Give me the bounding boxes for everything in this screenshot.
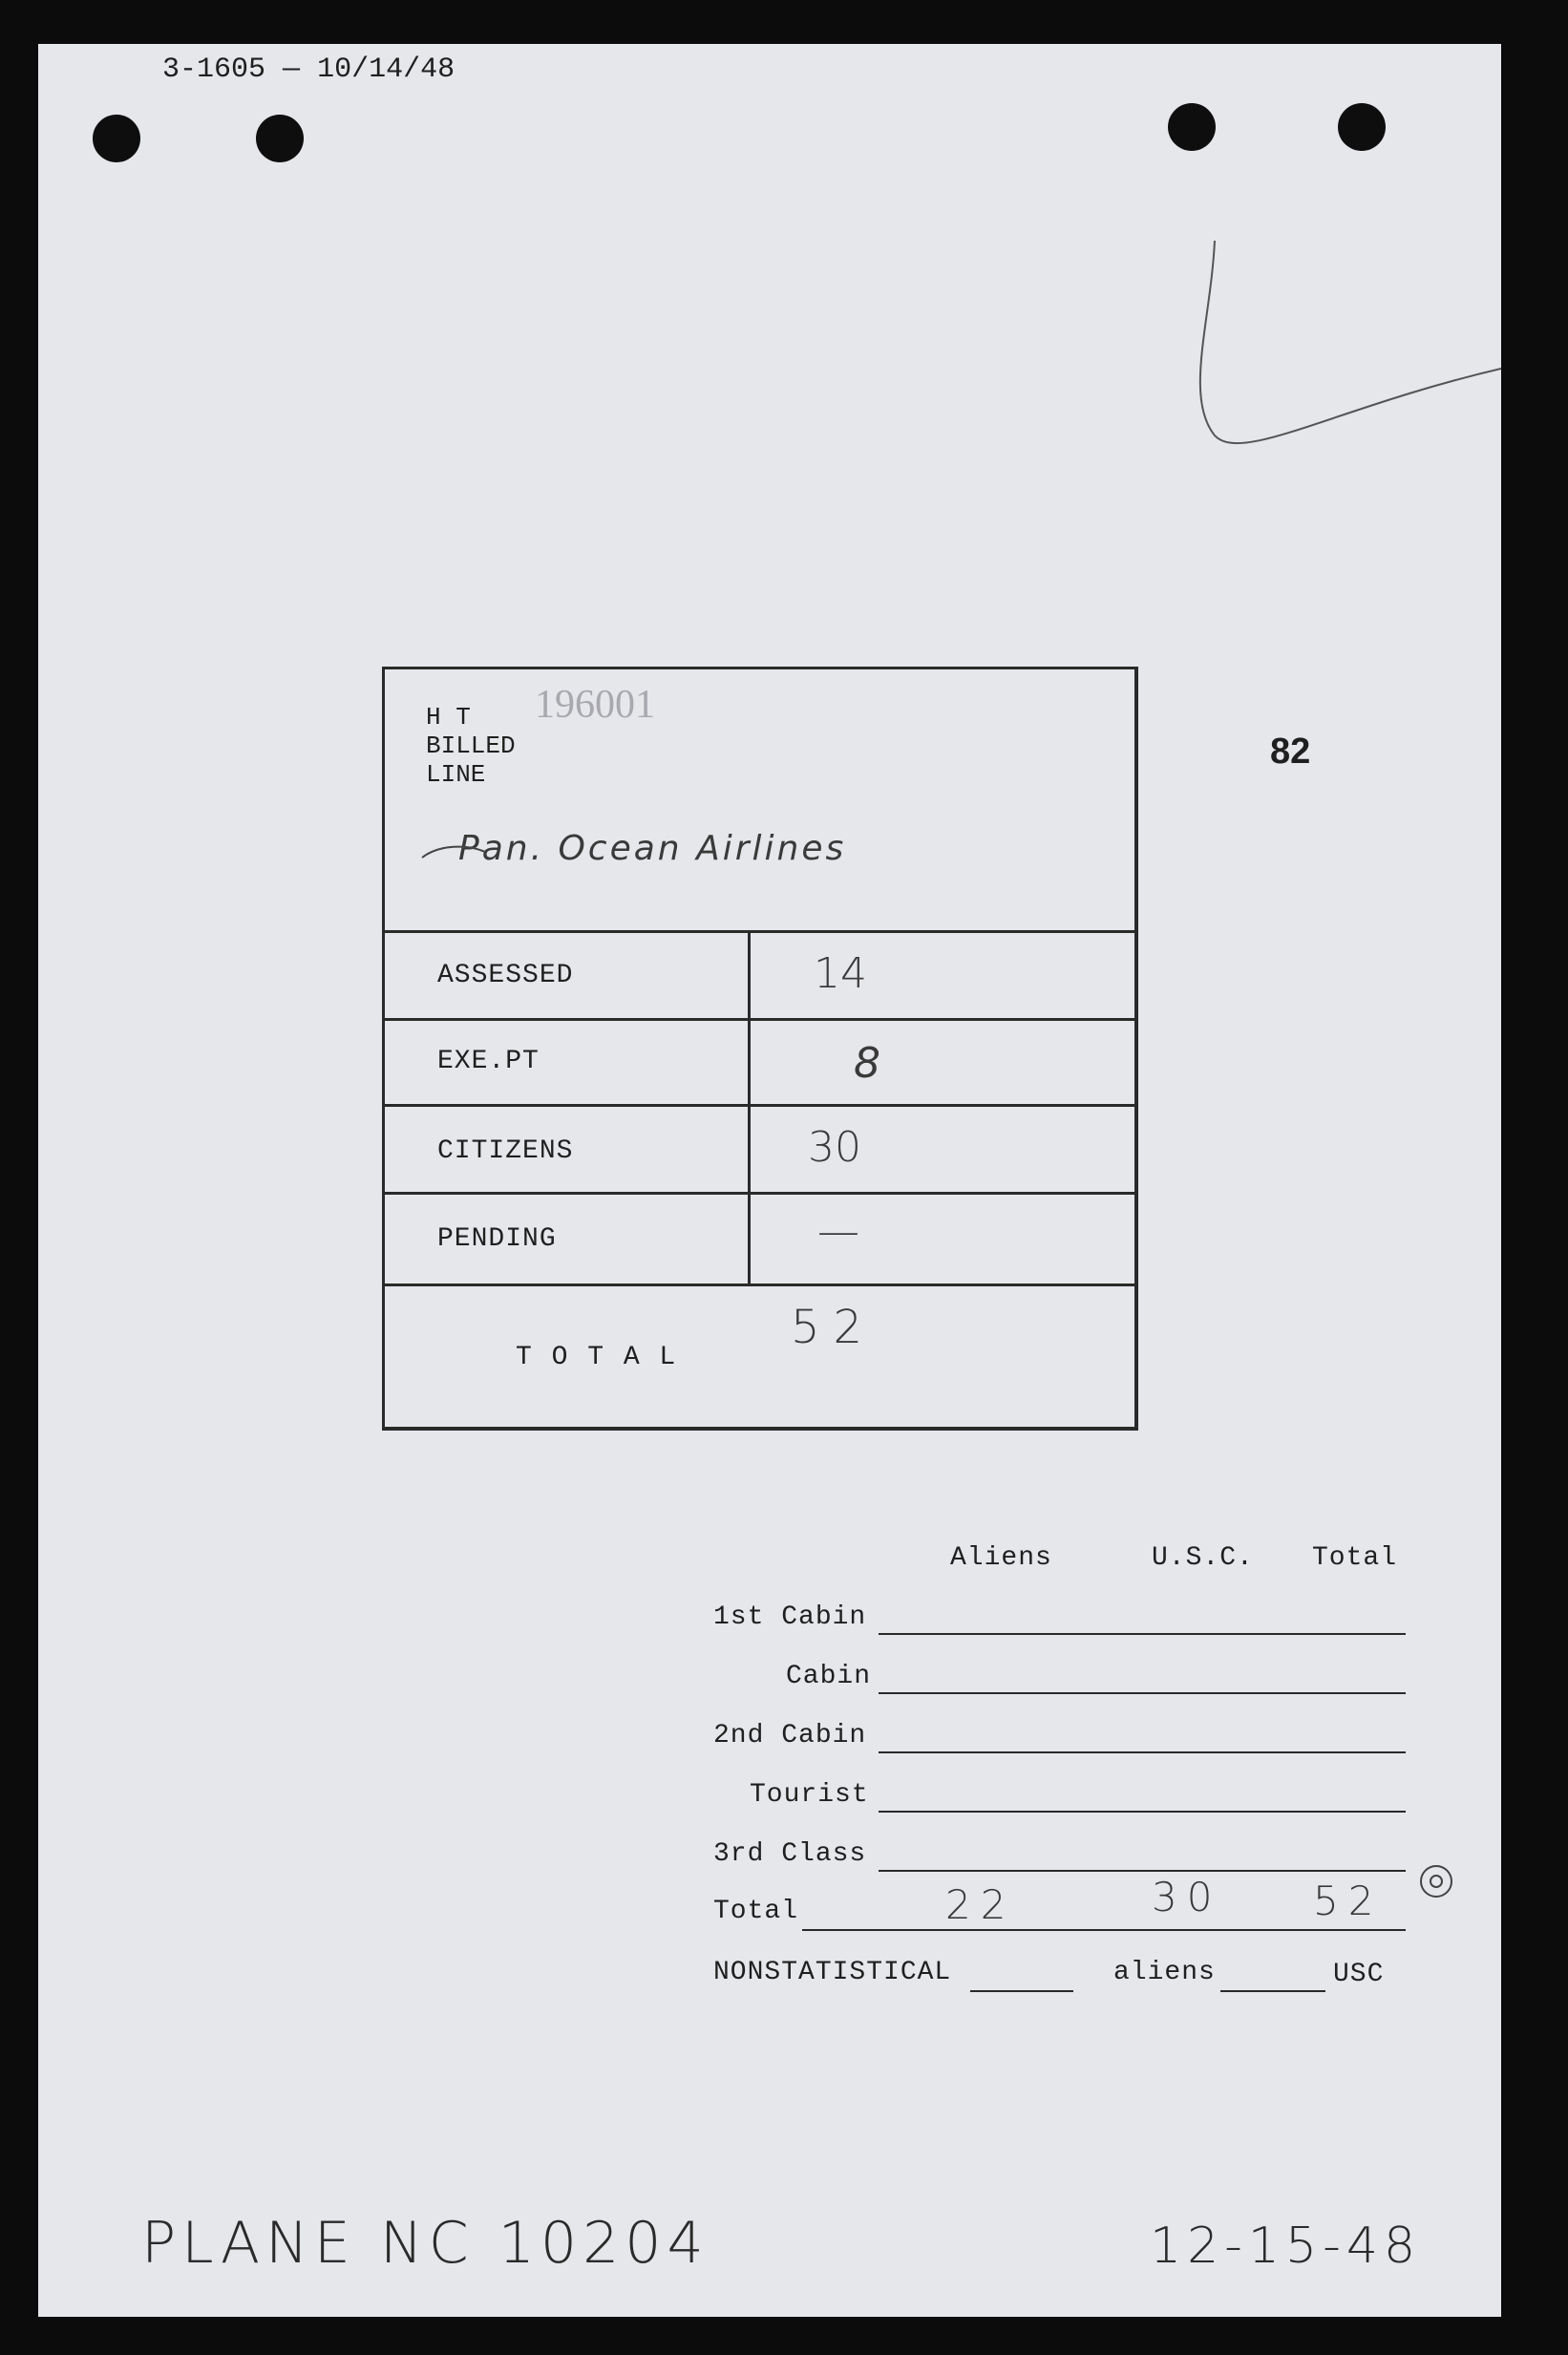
total-usc: 30 [1152,1874,1222,1920]
total-total: 52 [1313,1878,1384,1924]
circled-mark-icon [1415,1862,1459,1900]
row-label-pending: PENDING [437,1224,557,1254]
row-value-pending: — [817,1207,859,1256]
row-label-assessed: ASSESSED [437,961,574,990]
row-total-label: Total [713,1897,799,1926]
row-value-assessed: 14 [814,949,867,998]
row-3rd-class: 3rd Class [713,1839,867,1869]
total-label: T O T A L [516,1343,678,1372]
side-number: 82 [1270,732,1311,772]
row-value-exempt: 8 [854,1039,880,1088]
total-aliens: 22 [945,1881,1016,1928]
nonstat-usc: USC [1333,1960,1385,1989]
nonstat-aliens: aliens [1113,1958,1216,1987]
col-usc: U.S.C. [1152,1543,1254,1573]
line-label-ht: H T [426,703,471,732]
row-tourist: Tourist [750,1780,869,1810]
row-1st-cabin: 1st Cabin [713,1602,867,1632]
airline-handwritten: Pan. Ocean Airlines [458,829,847,868]
row-label-citizens: CITIZENS [437,1136,574,1166]
header-line: 3-1605 — 10/14/48 [162,53,456,86]
line-label-line: LINE [426,760,486,789]
row-2nd-cabin: 2nd Cabin [713,1721,867,1750]
row-value-citizens: 30 [808,1123,861,1172]
line-label-billed: BILLED [426,732,516,760]
summary-form [38,44,1501,2317]
row-cabin: Cabin [786,1662,872,1691]
header-date: 10/14/48 [317,53,456,86]
col-total: Total [1312,1543,1398,1573]
stamp-number: 196001 [535,683,655,727]
document-sheet [38,44,1501,2317]
total-value: 52 [791,1301,877,1354]
form-number: 3-1605 [162,53,266,86]
date-handwritten: 12-15-48 [1150,2217,1422,2275]
row-label-exempt: EXE.PT [437,1047,540,1076]
col-aliens: Aliens [950,1543,1052,1573]
plane-handwritten: PLANE NC 10204 [141,2210,710,2277]
nonstat-label: NONSTATISTICAL [713,1958,952,1987]
